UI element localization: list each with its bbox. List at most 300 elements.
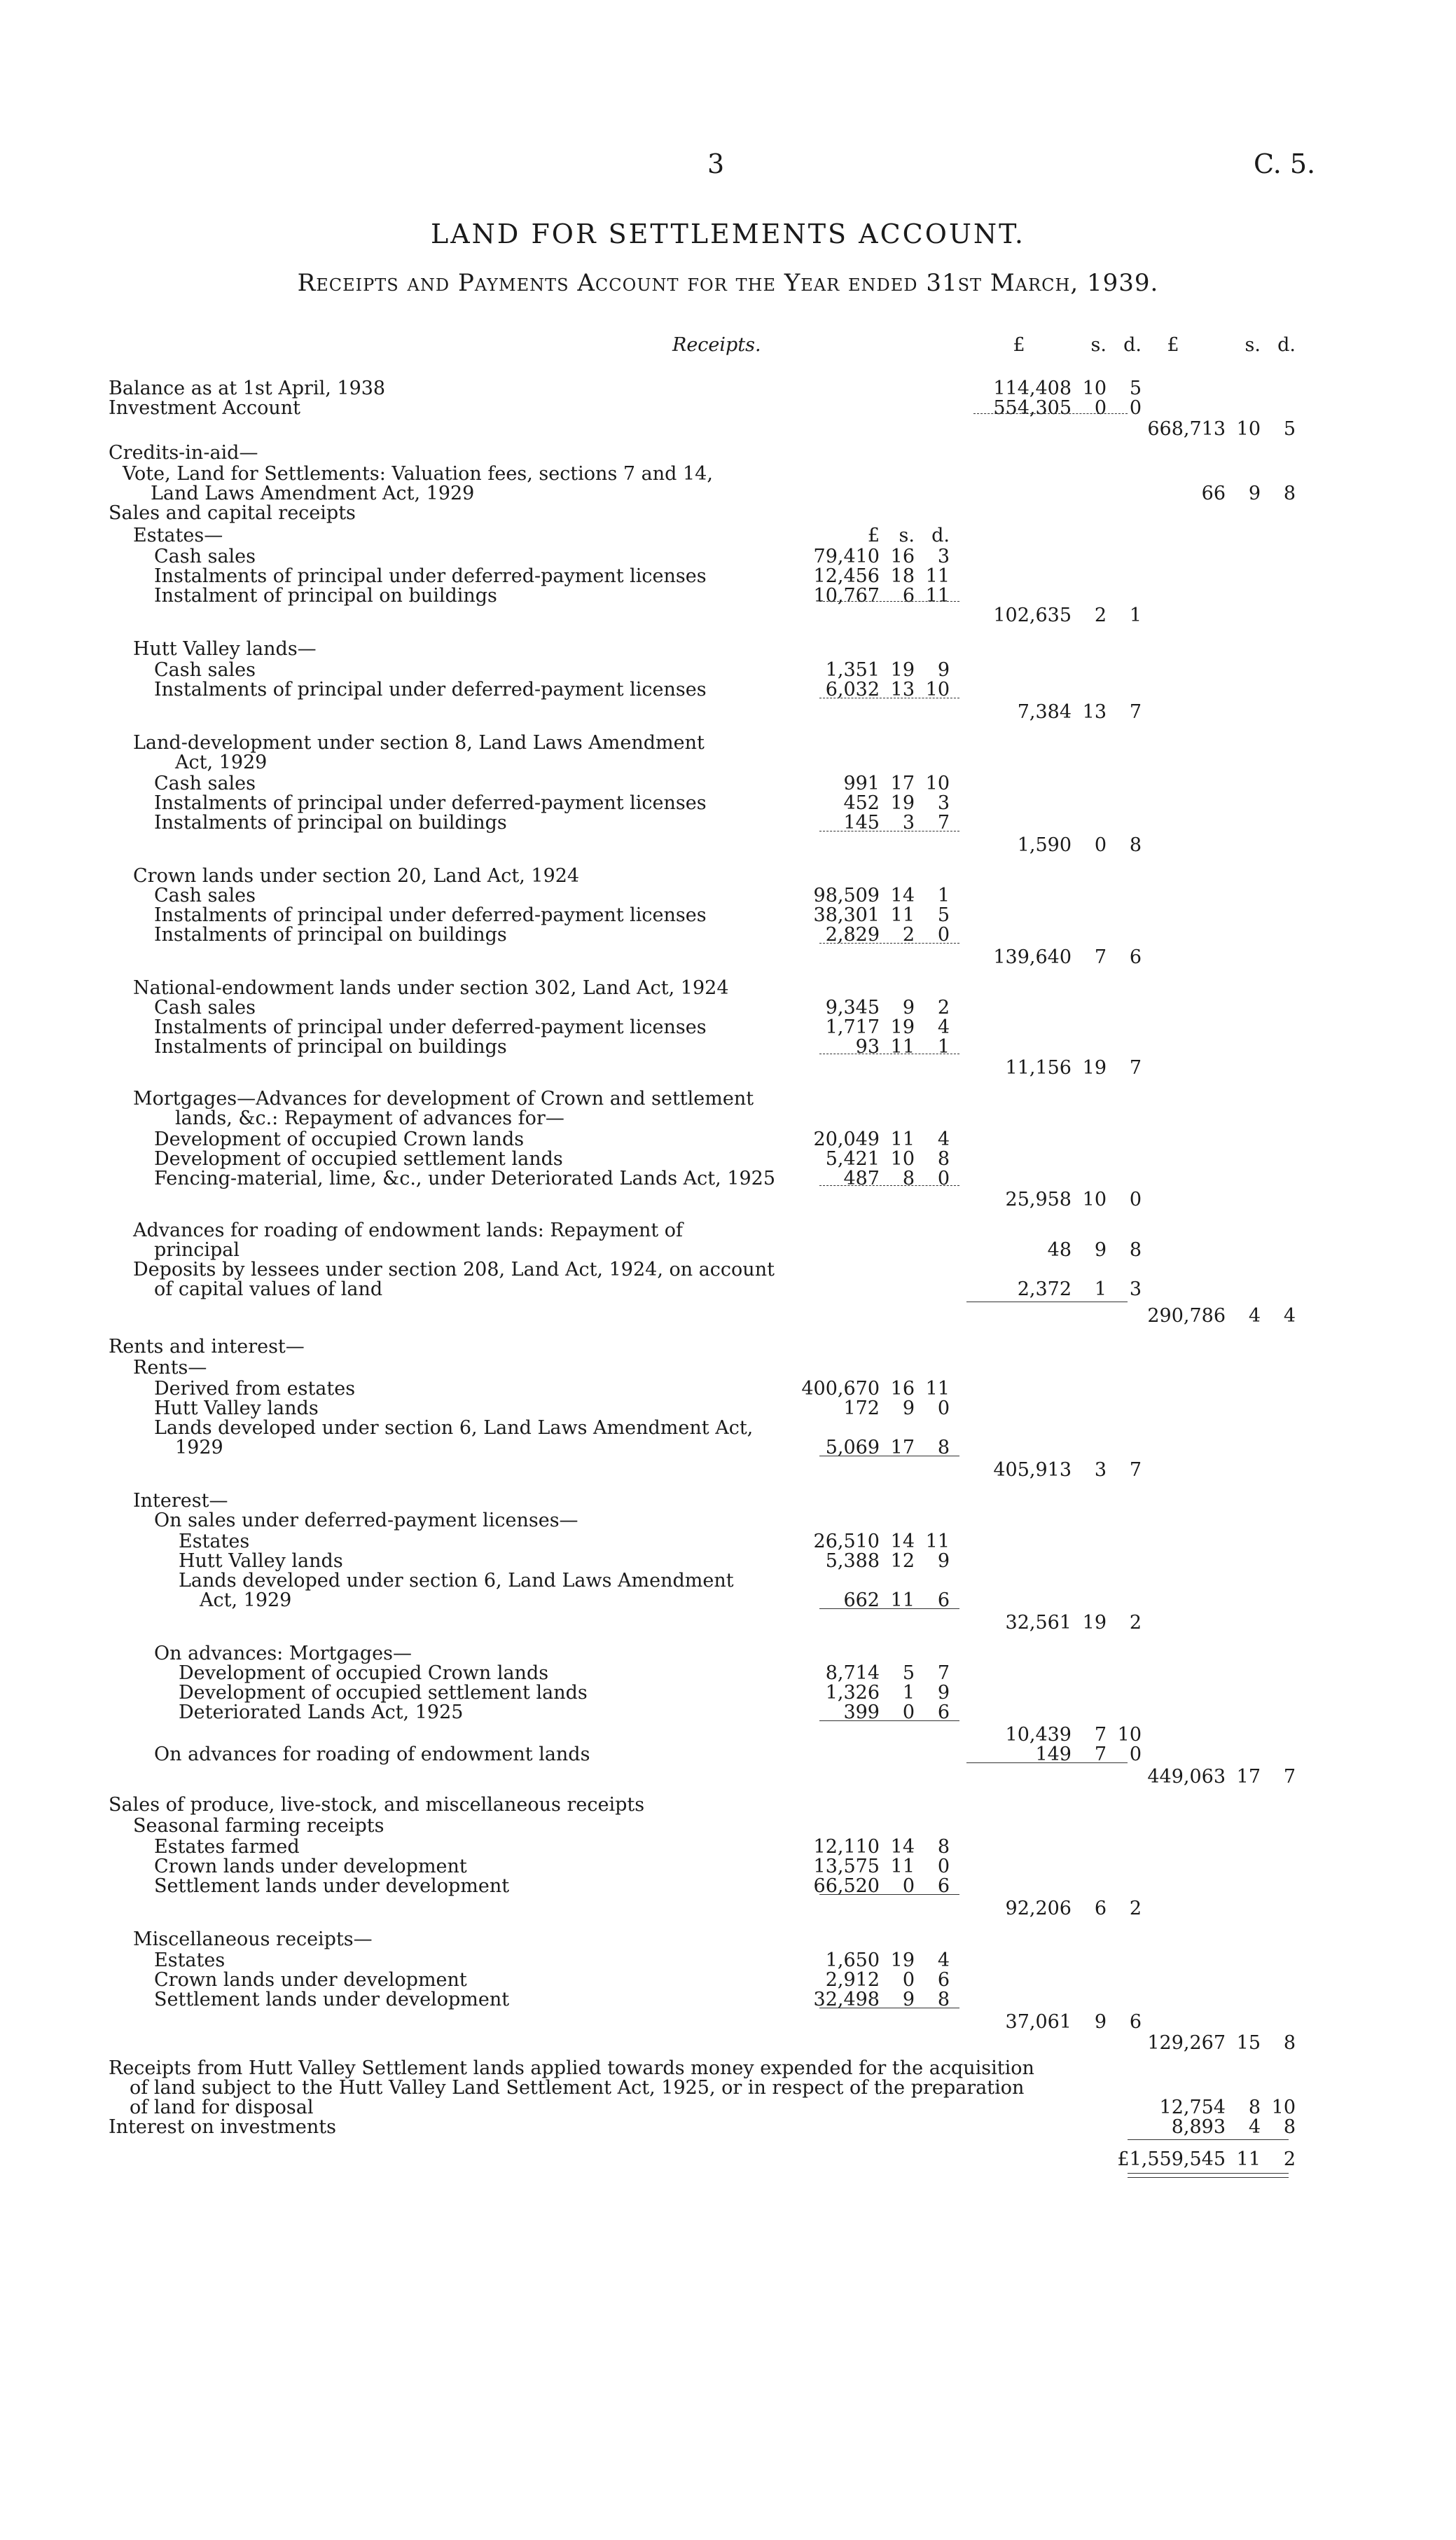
receipts-heading: Receipts.	[672, 334, 761, 356]
shillings: 3	[902, 812, 915, 834]
shillings: 14	[890, 1836, 915, 1858]
divider-rule	[819, 1185, 959, 1186]
shillings: 13	[890, 679, 915, 700]
row-label: Estates—	[133, 525, 223, 546]
row-label: of land for disposal	[130, 2097, 314, 2118]
shillings: 0	[1094, 397, 1107, 419]
row-label: Hutt Valley lands	[154, 1397, 319, 1419]
pounds: £1,559,545	[1117, 2148, 1226, 2170]
shillings: 15	[1236, 2032, 1261, 2054]
shillings: 7	[1094, 1744, 1107, 1765]
pence: 0	[937, 1397, 950, 1419]
divider-rule	[819, 1608, 959, 1609]
pence: 7	[937, 1662, 950, 1684]
amount-c1	[775, 1167, 950, 1191]
shillings: 8	[902, 1168, 915, 1189]
row-label: Act, 1929	[175, 752, 268, 773]
pounds: 98,509	[813, 885, 880, 906]
shillings: 11	[1236, 2148, 1261, 2170]
pounds: 400,670	[801, 1378, 880, 1400]
pounds: 6,032	[825, 679, 880, 700]
pence: 0	[1129, 397, 1142, 419]
pounds: 38,301	[813, 904, 880, 926]
pence: 7	[1129, 701, 1142, 723]
pounds: 10,767	[813, 585, 880, 607]
pence: 7	[1283, 1766, 1296, 1788]
pence: 10	[1117, 1724, 1142, 1746]
row-label: Hutt Valley lands	[179, 1550, 343, 1572]
shillings: 3	[1094, 1459, 1107, 1481]
pounds: 2,372	[1017, 1278, 1072, 1300]
document-reference: C. 5.	[1254, 149, 1316, 179]
row-label: Instalments of principal under deferred-payment licenses	[154, 904, 707, 926]
row-label: Instalments of principal on buildings	[154, 812, 507, 834]
row-label: Credits-in-aid—	[109, 442, 258, 464]
shillings: 11	[890, 1036, 915, 1058]
table-row	[0, 1356, 1456, 1380]
pence: 11	[925, 565, 950, 587]
row-label: Crown lands under section 20, Land Act, 1924	[133, 865, 580, 887]
row-label: Instalments of principal on buildings	[154, 924, 507, 946]
row-label: Sales of produce, live-stock, and miscellaneous receipts	[109, 1794, 645, 1816]
shillings: 6	[1094, 1898, 1107, 1919]
shillings: 9	[902, 997, 915, 1019]
pence: 8	[1129, 1239, 1142, 1261]
row-label: Rents and interest—	[109, 1336, 305, 1358]
table-row	[0, 2148, 1456, 2172]
row-label: Estates	[179, 1531, 250, 1552]
pence: 8	[1283, 483, 1296, 504]
pence: 7	[937, 812, 950, 834]
table-row	[0, 2031, 1456, 2055]
amount-c3	[1121, 417, 1296, 441]
table-row	[0, 1765, 1456, 1789]
pence: 3	[1129, 1278, 1142, 1300]
table-row	[0, 1056, 1456, 1080]
table-row	[0, 1988, 1456, 2012]
shillings: 11	[890, 904, 915, 926]
row-label: Sales and capital receipts	[109, 502, 356, 524]
row-label: Instalments of principal under deferred-payment licenses	[154, 565, 707, 587]
pence: 5	[1283, 418, 1296, 440]
divider-rule	[819, 943, 959, 944]
table-row	[0, 1701, 1456, 1725]
pounds: 5,388	[825, 1550, 880, 1572]
divider-rule	[1128, 2177, 1289, 2178]
page-subtitle: Receipts and Payments Account for the Year ended 31st March, 1939.	[297, 269, 1159, 297]
amount-c2	[966, 604, 1142, 628]
table-row	[0, 834, 1456, 857]
pence: 5	[937, 904, 950, 926]
row-label: Estates farmed	[154, 1836, 300, 1858]
shillings: 16	[890, 1378, 915, 1400]
pence: 8	[937, 1148, 950, 1170]
shillings: 11	[890, 1856, 915, 1877]
table-row	[0, 1167, 1456, 1191]
shillings: 4	[1248, 2116, 1261, 2138]
amount-c3	[1121, 2031, 1296, 2055]
row-label: of capital values of land	[154, 1278, 383, 1300]
pence: 9	[937, 659, 950, 681]
amount-c2	[966, 700, 1142, 724]
shillings: 19	[890, 659, 915, 681]
pounds: 2,912	[825, 1969, 880, 1991]
shillings: 6	[902, 585, 915, 607]
amount-c2	[966, 396, 1142, 420]
pounds: 2,829	[825, 924, 880, 946]
shillings: 9	[1248, 483, 1261, 504]
row-label: On advances for roading of endowment lands	[154, 1744, 590, 1765]
pence: 2	[1129, 1612, 1142, 1634]
amount-c2	[966, 1611, 1142, 1635]
divider-rule	[819, 1720, 959, 1721]
shillings: 10	[1082, 378, 1107, 399]
row-label: Instalments of principal under deferred-payment licenses	[154, 679, 707, 700]
shillings: 0	[902, 1969, 915, 1991]
pounds: £	[867, 525, 880, 546]
pounds: 66	[1201, 483, 1226, 504]
amount-c3	[1121, 1304, 1296, 1328]
table-row	[0, 604, 1456, 628]
pounds: 8,714	[825, 1662, 880, 1684]
row-label: Cash sales	[154, 659, 256, 681]
shillings: s.	[899, 525, 915, 546]
amount-c1	[775, 1035, 950, 1059]
row-label: Instalment of principal on buildings	[154, 585, 497, 607]
table-row	[0, 502, 1456, 525]
table-row	[0, 1897, 1456, 1921]
shillings: 12	[890, 1550, 915, 1572]
table-row	[0, 637, 1456, 661]
pounds: 1,590	[1017, 834, 1072, 856]
table-row	[0, 751, 1456, 775]
row-label: Development of occupied settlement lands	[179, 1682, 588, 1704]
shillings: 19	[890, 792, 915, 814]
shillings: 13	[1082, 701, 1107, 723]
row-label: Development of occupied Crown lands	[179, 1662, 549, 1684]
row-label: Settlement lands under development	[154, 1875, 510, 1897]
pounds: 5,421	[825, 1148, 880, 1170]
shillings: 9	[902, 1989, 915, 2010]
pounds: 25,958	[1005, 1189, 1072, 1210]
row-label: Crown lands under development	[154, 1969, 467, 1991]
row-label: Vote, Land for Settlements: Valuation fees, sections 7 and 14,	[123, 463, 713, 485]
pounds: 1,326	[825, 1682, 880, 1704]
pence: 0	[1129, 1744, 1142, 1765]
shillings: 18	[890, 565, 915, 587]
row-label: Deteriorated Lands Act, 1925	[179, 1702, 464, 1723]
pounds: 1,717	[825, 1016, 880, 1038]
table-row	[0, 1304, 1456, 1328]
pounds: 405,913	[993, 1459, 1072, 1481]
table-row	[0, 678, 1456, 702]
row-label: Crown lands under development	[154, 1856, 467, 1877]
pounds: 487	[843, 1168, 880, 1189]
row-label: Derived from estates	[154, 1378, 356, 1400]
pounds: 66,520	[813, 1875, 880, 1897]
pence: 10	[925, 773, 950, 794]
amount-c3	[1100, 2148, 1296, 2172]
pence: 9	[937, 1682, 950, 1704]
pence: 8	[937, 1437, 950, 1458]
row-label: Land Laws Amendment Act, 1929	[151, 483, 475, 504]
pounds: 5,069	[825, 1437, 880, 1458]
shillings: 4	[1248, 1305, 1261, 1327]
pence: 1	[1129, 605, 1142, 626]
row-label: Settlement lands under development	[154, 1989, 510, 2010]
row-label: Development of occupied Crown lands	[154, 1128, 525, 1150]
table-row	[0, 1611, 1456, 1635]
pounds: 12,456	[813, 565, 880, 587]
pence: 2	[937, 997, 950, 1019]
row-label: Miscellaneous receipts—	[133, 1928, 373, 1950]
amount-c2	[966, 946, 1142, 969]
shillings: 19	[890, 1016, 915, 1038]
pounds: 32,561	[1005, 1612, 1072, 1634]
pounds: 32,498	[813, 1989, 880, 2010]
row-label: Lands developed under section 6, Land Laws Amendment Act,	[154, 1417, 754, 1439]
row-label: Receipts from Hutt Valley Settlement lands applied towards money expended for the acquisition	[109, 2057, 1034, 2079]
shillings: 19	[890, 1949, 915, 1971]
pence: 0	[1129, 1189, 1142, 1210]
table-row	[0, 1335, 1456, 1359]
table-row	[0, 1814, 1456, 1838]
amount-c2	[966, 1897, 1142, 1921]
row-label: 1929	[175, 1437, 223, 1458]
pence: 5	[1129, 378, 1142, 399]
column-headings	[0, 333, 1456, 357]
pounds: 92,206	[1005, 1898, 1072, 1919]
pence: 10	[1271, 2097, 1296, 2118]
amount-c2	[966, 1278, 1142, 1302]
table-row	[0, 441, 1456, 465]
pence: 1	[937, 1036, 950, 1058]
shillings: 17	[890, 1437, 915, 1458]
row-label: Deposits by lessees under section 208, Land Act, 1924, on account	[133, 1259, 775, 1281]
shillings: 16	[890, 546, 915, 567]
divider-rule	[973, 413, 1128, 414]
pounds: 399	[843, 1702, 880, 1723]
shillings: 2	[1094, 605, 1107, 626]
table-row	[0, 417, 1456, 441]
pounds: 93	[855, 1036, 880, 1058]
pence: 4	[937, 1128, 950, 1150]
pounds: 8,893	[1171, 2116, 1226, 2138]
pence: 11	[925, 1531, 950, 1552]
row-label: Cash sales	[154, 773, 256, 794]
pounds: 20,049	[813, 1128, 880, 1150]
row-label: Mortgages—Advances for development of Crown and settlement	[133, 1088, 754, 1110]
pounds: 10,439	[1005, 1724, 1072, 1746]
divider-rule	[966, 1762, 1128, 1763]
row-label: Cash sales	[154, 546, 256, 567]
table-row	[0, 1107, 1456, 1131]
column-2-units: £ s. d.	[1013, 334, 1142, 356]
amount-c2	[966, 1458, 1142, 1482]
pence: 6	[937, 1589, 950, 1611]
pounds: 145	[843, 812, 880, 834]
shillings: 5	[902, 1662, 915, 1684]
page-number: 3	[707, 149, 725, 179]
pounds: 114,408	[993, 378, 1072, 399]
pounds: 139,640	[993, 946, 1072, 968]
row-label: Rents—	[133, 1357, 207, 1379]
table-row	[0, 524, 1456, 548]
shillings: 9	[902, 1397, 915, 1419]
table-row	[0, 1793, 1456, 1817]
shillings: 7	[1094, 1724, 1107, 1746]
row-label: On sales under deferred-payment licenses—	[154, 1510, 578, 1531]
pence: 8	[937, 1989, 950, 2010]
table-row	[0, 1509, 1456, 1533]
pounds: 12,110	[813, 1836, 880, 1858]
table-row	[0, 811, 1456, 835]
pence: 11	[925, 1378, 950, 1400]
pounds: 149	[1035, 1744, 1072, 1765]
table-row	[0, 1458, 1456, 1482]
pounds: 290,786	[1147, 1305, 1226, 1327]
table-row	[0, 1188, 1456, 1212]
shillings: 19	[1082, 1057, 1107, 1079]
pence: 8	[1283, 2116, 1296, 2138]
amount-c3	[1121, 2115, 1296, 2139]
pounds: 9,345	[825, 997, 880, 1019]
pence: 7	[1129, 1057, 1142, 1079]
shillings: 0	[902, 1702, 915, 1723]
pounds: 668,713	[1147, 418, 1226, 440]
table-row	[0, 946, 1456, 969]
row-label: Advances for roading of endowment lands: Repayment of	[133, 1220, 684, 1241]
pence: 0	[937, 924, 950, 946]
pence: 7	[1129, 1459, 1142, 1481]
pence: 2	[1283, 2148, 1296, 2170]
table-row	[0, 396, 1456, 420]
shillings: 11	[890, 1128, 915, 1150]
shillings: 14	[890, 1531, 915, 1552]
row-label: Cash sales	[154, 997, 256, 1019]
row-label: Lands developed under section 6, Land Laws Amendment	[179, 1570, 734, 1592]
pounds: 79,410	[813, 546, 880, 567]
shillings: 11	[890, 1589, 915, 1611]
shillings: 10	[890, 1148, 915, 1170]
pence: 10	[925, 679, 950, 700]
divider-rule	[819, 1894, 959, 1895]
pence: 3	[937, 792, 950, 814]
amount-c2	[966, 2010, 1142, 2034]
shillings: 9	[1094, 2011, 1107, 2033]
table-row	[0, 923, 1456, 947]
amount-c2	[966, 1056, 1142, 1080]
pounds: 102,635	[993, 605, 1072, 626]
table-row	[0, 1035, 1456, 1059]
pence: 4	[937, 1949, 950, 1971]
row-label: Cash sales	[154, 885, 256, 906]
row-label: Estates	[154, 1949, 226, 1971]
table-row	[0, 2115, 1456, 2139]
table-row	[0, 1928, 1456, 1952]
shillings: 0	[902, 1875, 915, 1897]
amount-c3	[1121, 1765, 1296, 1789]
column-3-units: £ s. d.	[1167, 334, 1296, 356]
pence: 6	[937, 1702, 950, 1723]
row-label: Seasonal farming receipts	[133, 1815, 384, 1837]
table-row	[0, 1875, 1456, 1898]
pence: 1	[937, 885, 950, 906]
row-label: Balance as at 1st April, 1938	[109, 378, 386, 399]
table-row	[0, 1589, 1456, 1613]
table-row	[0, 1278, 1456, 1302]
shillings: 1	[902, 1682, 915, 1704]
pence: 6	[1129, 2011, 1142, 2033]
row-label: National-endowment lands under section 302, Land Act, 1924	[133, 977, 729, 999]
row-label: Instalments of principal under deferred-payment licenses	[154, 792, 707, 814]
pence: 4	[937, 1016, 950, 1038]
pounds: 452	[843, 792, 880, 814]
pence: d.	[931, 525, 950, 546]
pounds: 129,267	[1147, 2032, 1226, 2054]
shillings: 9	[1094, 1239, 1107, 1261]
pence: 0	[937, 1856, 950, 1877]
row-label: Land-development under section 8, Land Laws Amendment	[133, 732, 705, 754]
row-label: Development of occupied settlement lands	[154, 1148, 563, 1170]
row-label: Fencing-material, lime, &c., under Deteriorated Lands Act, 1925	[154, 1168, 776, 1189]
shillings: 1	[1094, 1278, 1107, 1300]
pounds: 26,510	[813, 1531, 880, 1552]
row-label: Investment Account	[109, 397, 301, 419]
shillings: 14	[890, 885, 915, 906]
divider-rule	[819, 601, 959, 602]
pounds: 172	[843, 1397, 880, 1419]
amount-c2	[966, 834, 1142, 857]
row-label: Instalments of principal under deferred-payment licenses	[154, 1016, 707, 1038]
row-label: Instalments of principal on buildings	[154, 1036, 507, 1058]
row-label: of land subject to the Hutt Valley Land Settlement Act, 1925, or in respect of the preparation	[130, 2077, 1025, 2099]
pounds: 1,351	[825, 659, 880, 681]
pence: 8	[937, 1836, 950, 1858]
table-row	[0, 2010, 1456, 2034]
row-label: Act, 1929	[200, 1589, 292, 1611]
table-row	[0, 1436, 1456, 1460]
row-label: principal	[154, 1239, 240, 1261]
table-row	[0, 700, 1456, 724]
pounds: 37,061	[1005, 2011, 1072, 2033]
shillings: 10	[1236, 418, 1261, 440]
shillings: 17	[890, 773, 915, 794]
pounds: 11,156	[1005, 1057, 1072, 1079]
pounds: 13,575	[813, 1856, 880, 1877]
pence: 11	[925, 585, 950, 607]
divider-rule	[1128, 2139, 1289, 2140]
pounds: 12,754	[1159, 2097, 1226, 2118]
pence: 8	[1283, 2032, 1296, 2054]
pounds: 1,650	[825, 1949, 880, 1971]
shillings: 19	[1082, 1612, 1107, 1634]
amount-c1	[775, 524, 950, 548]
divider-rule	[1128, 2173, 1289, 2174]
pence: 6	[937, 1875, 950, 1897]
row-label: Interest—	[133, 1490, 228, 1512]
table-row	[0, 1743, 1456, 1767]
row-label: Interest on investments	[109, 2116, 336, 2138]
shillings: 0	[1094, 834, 1107, 856]
pounds: 662	[843, 1589, 880, 1611]
amount-c2	[966, 1188, 1142, 1212]
shillings: 10	[1082, 1189, 1107, 1210]
row-label: Hutt Valley lands—	[133, 638, 317, 660]
shillings: 2	[902, 924, 915, 946]
pence: 6	[937, 1969, 950, 1991]
pounds: 48	[1047, 1239, 1072, 1261]
